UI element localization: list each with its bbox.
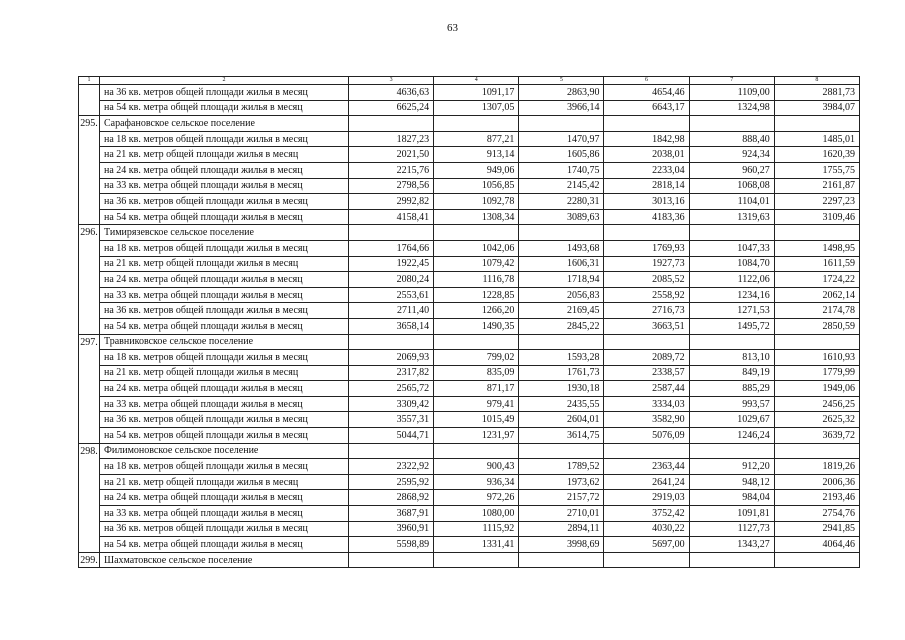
value-cell-col7: 960,27 [689,162,774,178]
table-header-row [79,77,860,85]
section-name: Шахматовское сельское поселение [100,552,349,568]
section-row [79,116,860,132]
value-cell-col7: 813,10 [689,350,774,366]
value-cell-col3: 1827,23 [349,131,434,147]
table-row [79,537,860,553]
value-cell-col7: 1234,16 [689,287,774,303]
value-cell-col7: 1324,98 [689,100,774,116]
section-name: Травниковское сельское поселение [100,334,349,350]
value-cell-col4: 1080,00 [434,506,519,522]
value-cell-col4: 799,02 [434,350,519,366]
table-row [79,147,860,163]
value-cell-col4: 1015,49 [434,412,519,428]
value-cell-col7: 888,40 [689,131,774,147]
value-cell-col5: 2845,22 [519,318,604,334]
table-row [79,428,860,444]
value-cell-col6: 4183,36 [604,209,689,225]
value-cell-col7: 1109,00 [689,85,774,101]
empty-cell [349,443,434,459]
section-number: 298. [79,443,100,459]
value-cell-col3: 6625,24 [349,100,434,116]
value-cell-col8: 2941,85 [774,521,859,537]
row-label: на 54 кв. метра общей площади жилья в месяц [100,100,349,116]
value-cell-col4: 1490,35 [434,318,519,334]
value-cell-col8: 2161,87 [774,178,859,194]
row-number-cell [79,85,100,101]
table-row [79,240,860,256]
value-cell-col8: 2881,73 [774,85,859,101]
section-name: Тимирязевское сельское поселение [100,225,349,241]
table-row [79,474,860,490]
table-row [79,490,860,506]
value-cell-col8: 1485,01 [774,131,859,147]
row-number-cell [79,537,100,553]
value-cell-col5: 1761,73 [519,365,604,381]
empty-cell [689,552,774,568]
value-cell-col6: 3752,42 [604,506,689,522]
empty-cell [519,443,604,459]
row-number-cell [79,131,100,147]
row-label: на 24 кв. метра общей площади жилья в месяц [100,490,349,506]
row-label: на 21 кв. метр общей площади жилья в месяц [100,365,349,381]
value-cell-col6: 1927,73 [604,256,689,272]
row-number-cell [79,521,100,537]
header-cell: 3 [349,77,434,85]
empty-cell [774,225,859,241]
value-cell-col7: 849,19 [689,365,774,381]
empty-cell [434,552,519,568]
value-cell-col4: 1115,92 [434,521,519,537]
value-cell-col3: 2992,82 [349,194,434,210]
value-cell-col7: 1029,67 [689,412,774,428]
value-cell-col8: 2850,59 [774,318,859,334]
value-cell-col7: 984,04 [689,490,774,506]
table-row [79,506,860,522]
empty-cell [519,334,604,350]
value-cell-col6: 2089,72 [604,350,689,366]
section-name: Филимоновское сельское поселение [100,443,349,459]
row-label: на 21 кв. метр общей площади жилья в месяц [100,474,349,490]
value-cell-col6: 2641,24 [604,474,689,490]
header-cell: 8 [774,77,859,85]
value-cell-col5: 1606,31 [519,256,604,272]
empty-cell [774,443,859,459]
value-cell-col8: 3984,07 [774,100,859,116]
header-cell: 5 [519,77,604,85]
table-row [79,272,860,288]
value-cell-col3: 4636,63 [349,85,434,101]
value-cell-col6: 2919,03 [604,490,689,506]
value-cell-col6: 2716,73 [604,303,689,319]
empty-cell [774,116,859,132]
value-cell-col6: 5076,09 [604,428,689,444]
table-row [79,412,860,428]
value-cell-col6: 2818,14 [604,178,689,194]
row-label: на 24 кв. метра общей площади жилья в месяц [100,381,349,397]
empty-cell [434,116,519,132]
table-row [79,303,860,319]
value-cell-col3: 2080,24 [349,272,434,288]
row-number-cell [79,381,100,397]
row-number-cell [79,506,100,522]
value-cell-col7: 948,12 [689,474,774,490]
header-cell: 4 [434,77,519,85]
table-row [79,365,860,381]
value-cell-col6: 6643,17 [604,100,689,116]
value-cell-col5: 3614,75 [519,428,604,444]
empty-cell [689,334,774,350]
value-cell-col8: 2754,76 [774,506,859,522]
value-cell-col3: 5044,71 [349,428,434,444]
value-cell-col4: 900,43 [434,459,519,475]
row-number-cell [79,100,100,116]
value-cell-col5: 2169,45 [519,303,604,319]
row-label: на 36 кв. метров общей площади жилья в месяц [100,194,349,210]
value-cell-col8: 2006,36 [774,474,859,490]
value-cell-col8: 1819,26 [774,459,859,475]
value-cell-col6: 1842,98 [604,131,689,147]
row-number-cell [79,256,100,272]
row-number-cell [79,162,100,178]
empty-cell [604,443,689,459]
value-cell-col6: 2558,92 [604,287,689,303]
table-row [79,194,860,210]
row-label: на 18 кв. метров общей площади жилья в месяц [100,459,349,475]
value-cell-col4: 871,17 [434,381,519,397]
value-cell-col3: 2595,92 [349,474,434,490]
value-cell-col5: 1930,18 [519,381,604,397]
value-cell-col5: 2280,31 [519,194,604,210]
table-row [79,162,860,178]
row-label: на 33 кв. метра общей площади жилья в месяц [100,178,349,194]
value-cell-col5: 1789,52 [519,459,604,475]
value-cell-col4: 1307,05 [434,100,519,116]
table-row [79,381,860,397]
value-cell-col3: 3960,91 [349,521,434,537]
value-cell-col3: 2553,61 [349,287,434,303]
value-cell-col3: 1764,66 [349,240,434,256]
value-cell-col6: 4654,46 [604,85,689,101]
table-row [79,396,860,412]
value-cell-col5: 1973,62 [519,474,604,490]
value-cell-col8: 3639,72 [774,428,859,444]
table-row [79,178,860,194]
value-cell-col5: 1493,68 [519,240,604,256]
section-name: Сарафановское сельское поселение [100,116,349,132]
value-cell-col4: 1231,97 [434,428,519,444]
row-number-cell [79,365,100,381]
row-label: на 21 кв. метр общей площади жилья в месяц [100,147,349,163]
table-row [79,131,860,147]
table-row [79,256,860,272]
value-cell-col5: 2863,90 [519,85,604,101]
value-cell-col7: 924,34 [689,147,774,163]
value-cell-col6: 2038,01 [604,147,689,163]
empty-cell [604,116,689,132]
row-number-cell [79,194,100,210]
header-cell: 2 [100,77,349,85]
table-row [79,209,860,225]
empty-cell [434,225,519,241]
empty-cell [774,334,859,350]
empty-cell [519,552,604,568]
section-number: 299. [79,552,100,568]
value-cell-col4: 1266,20 [434,303,519,319]
value-cell-col3: 2215,76 [349,162,434,178]
value-cell-col3: 4158,41 [349,209,434,225]
value-cell-col7: 1495,72 [689,318,774,334]
table-row [79,100,860,116]
value-cell-col7: 993,57 [689,396,774,412]
value-cell-col4: 877,21 [434,131,519,147]
row-label: на 18 кв. метров общей площади жилья в месяц [100,240,349,256]
value-cell-col5: 1605,86 [519,147,604,163]
value-cell-col6: 1769,93 [604,240,689,256]
empty-cell [434,443,519,459]
tariff-table [78,76,860,568]
value-cell-col6: 4030,22 [604,521,689,537]
value-cell-col6: 3013,16 [604,194,689,210]
value-cell-col6: 2587,44 [604,381,689,397]
value-cell-col5: 2604,01 [519,412,604,428]
row-number-cell [79,178,100,194]
row-label: на 54 кв. метра общей площади жилья в месяц [100,537,349,553]
value-cell-col3: 2868,92 [349,490,434,506]
row-label: на 36 кв. метров общей площади жилья в месяц [100,303,349,319]
empty-cell [689,443,774,459]
value-cell-col3: 2317,82 [349,365,434,381]
table-row [79,350,860,366]
value-cell-col8: 1620,39 [774,147,859,163]
row-label: на 54 кв. метра общей площади жилья в месяц [100,318,349,334]
row-label: на 24 кв. метра общей площади жилья в месяц [100,162,349,178]
row-number-cell [79,412,100,428]
value-cell-col8: 1779,99 [774,365,859,381]
section-row [79,443,860,459]
value-cell-col5: 3998,69 [519,537,604,553]
row-number-cell [79,272,100,288]
row-label: на 33 кв. метра общей площади жилья в месяц [100,396,349,412]
table-row [79,318,860,334]
section-number: 297. [79,334,100,350]
value-cell-col5: 2145,42 [519,178,604,194]
value-cell-col7: 1319,63 [689,209,774,225]
empty-cell [604,334,689,350]
value-cell-col8: 1498,95 [774,240,859,256]
value-cell-col6: 2338,57 [604,365,689,381]
value-cell-col4: 936,34 [434,474,519,490]
table-row [79,459,860,475]
table-row [79,287,860,303]
value-cell-col4: 1056,85 [434,178,519,194]
value-cell-col5: 1470,97 [519,131,604,147]
value-cell-col3: 2711,40 [349,303,434,319]
value-cell-col7: 1246,24 [689,428,774,444]
header-cell: 1 [79,77,100,85]
value-cell-col6: 2363,44 [604,459,689,475]
value-cell-col4: 913,14 [434,147,519,163]
row-label: на 33 кв. метра общей площади жилья в месяц [100,506,349,522]
value-cell-col4: 1228,85 [434,287,519,303]
value-cell-col4: 1079,42 [434,256,519,272]
section-number: 296. [79,225,100,241]
value-cell-col4: 1308,34 [434,209,519,225]
row-label: на 18 кв. метров общей площади жилья в месяц [100,131,349,147]
section-row [79,552,860,568]
value-cell-col3: 1922,45 [349,256,434,272]
empty-cell [519,225,604,241]
value-cell-col3: 3658,14 [349,318,434,334]
value-cell-col8: 1755,75 [774,162,859,178]
value-cell-col4: 949,06 [434,162,519,178]
table-body [79,77,860,568]
section-row [79,334,860,350]
row-number-cell [79,350,100,366]
row-label: на 36 кв. метров общей площади жилья в месяц [100,85,349,101]
value-cell-col3: 2322,92 [349,459,434,475]
value-cell-col8: 2062,14 [774,287,859,303]
value-cell-col6: 3663,51 [604,318,689,334]
value-cell-col8: 2625,32 [774,412,859,428]
empty-cell [349,116,434,132]
value-cell-col5: 3966,14 [519,100,604,116]
value-cell-col4: 1042,06 [434,240,519,256]
value-cell-col6: 5697,00 [604,537,689,553]
empty-cell [434,334,519,350]
empty-cell [349,552,434,568]
row-number-cell [79,287,100,303]
row-number-cell [79,428,100,444]
value-cell-col3: 3309,42 [349,396,434,412]
value-cell-col6: 3334,03 [604,396,689,412]
value-cell-col5: 1740,75 [519,162,604,178]
value-cell-col8: 1949,06 [774,381,859,397]
row-label: на 36 кв. метров общей площади жилья в месяц [100,521,349,537]
value-cell-col7: 1122,06 [689,272,774,288]
value-cell-col3: 3687,91 [349,506,434,522]
value-cell-col8: 1724,22 [774,272,859,288]
row-number-cell [79,240,100,256]
empty-cell [689,116,774,132]
section-number: 295. [79,116,100,132]
value-cell-col3: 5598,89 [349,537,434,553]
value-cell-col7: 1084,70 [689,256,774,272]
value-cell-col7: 1068,08 [689,178,774,194]
value-cell-col8: 2297,23 [774,194,859,210]
value-cell-col5: 2710,01 [519,506,604,522]
value-cell-col3: 2069,93 [349,350,434,366]
value-cell-col3: 3557,31 [349,412,434,428]
value-cell-col4: 835,09 [434,365,519,381]
empty-cell [774,552,859,568]
row-number-cell [79,209,100,225]
value-cell-col8: 4064,46 [774,537,859,553]
value-cell-col6: 2085,52 [604,272,689,288]
value-cell-col4: 979,41 [434,396,519,412]
header-cell: 6 [604,77,689,85]
value-cell-col6: 2233,04 [604,162,689,178]
row-label: на 33 кв. метра общей площади жилья в месяц [100,287,349,303]
empty-cell [519,116,604,132]
value-cell-col7: 1343,27 [689,537,774,553]
value-cell-col8: 1610,93 [774,350,859,366]
value-cell-col8: 2174,78 [774,303,859,319]
value-cell-col5: 2435,55 [519,396,604,412]
table-row [79,85,860,101]
value-cell-col4: 1116,78 [434,272,519,288]
value-cell-col7: 1271,53 [689,303,774,319]
row-number-cell [79,303,100,319]
row-number-cell [79,474,100,490]
value-cell-col5: 2056,83 [519,287,604,303]
value-cell-col7: 1104,01 [689,194,774,210]
empty-cell [689,225,774,241]
value-cell-col8: 3109,46 [774,209,859,225]
row-label: на 24 кв. метра общей площади жилья в месяц [100,272,349,288]
row-number-cell [79,147,100,163]
row-number-cell [79,490,100,506]
value-cell-col7: 1127,73 [689,521,774,537]
empty-cell [604,552,689,568]
row-number-cell [79,396,100,412]
row-label: на 54 кв. метра общей площади жилья в месяц [100,209,349,225]
value-cell-col4: 1331,41 [434,537,519,553]
value-cell-col3: 2798,56 [349,178,434,194]
row-number-cell [79,459,100,475]
value-cell-col5: 3089,63 [519,209,604,225]
row-label: на 18 кв. метров общей площади жилья в месяц [100,350,349,366]
value-cell-col7: 885,29 [689,381,774,397]
row-label: на 21 кв. метр общей площади жилья в месяц [100,256,349,272]
value-cell-col8: 2193,46 [774,490,859,506]
empty-cell [349,334,434,350]
empty-cell [604,225,689,241]
row-label: на 54 кв. метров общей площади жилья в месяц [100,428,349,444]
value-cell-col5: 1718,94 [519,272,604,288]
value-cell-col5: 2157,72 [519,490,604,506]
value-cell-col8: 2456,25 [774,396,859,412]
header-cell: 7 [689,77,774,85]
empty-cell [349,225,434,241]
value-cell-col5: 2894,11 [519,521,604,537]
row-number-cell [79,318,100,334]
value-cell-col6: 3582,90 [604,412,689,428]
section-row [79,225,860,241]
page-number: 63 [447,22,458,34]
value-cell-col7: 1091,81 [689,506,774,522]
value-cell-col3: 2565,72 [349,381,434,397]
value-cell-col3: 2021,50 [349,147,434,163]
value-cell-col4: 1091,17 [434,85,519,101]
value-cell-col7: 912,20 [689,459,774,475]
value-cell-col5: 1593,28 [519,350,604,366]
value-cell-col7: 1047,33 [689,240,774,256]
value-cell-col4: 972,26 [434,490,519,506]
row-label: на 36 кв. метров общей площади жилья в месяц [100,412,349,428]
table-row [79,521,860,537]
value-cell-col8: 1611,59 [774,256,859,272]
value-cell-col4: 1092,78 [434,194,519,210]
